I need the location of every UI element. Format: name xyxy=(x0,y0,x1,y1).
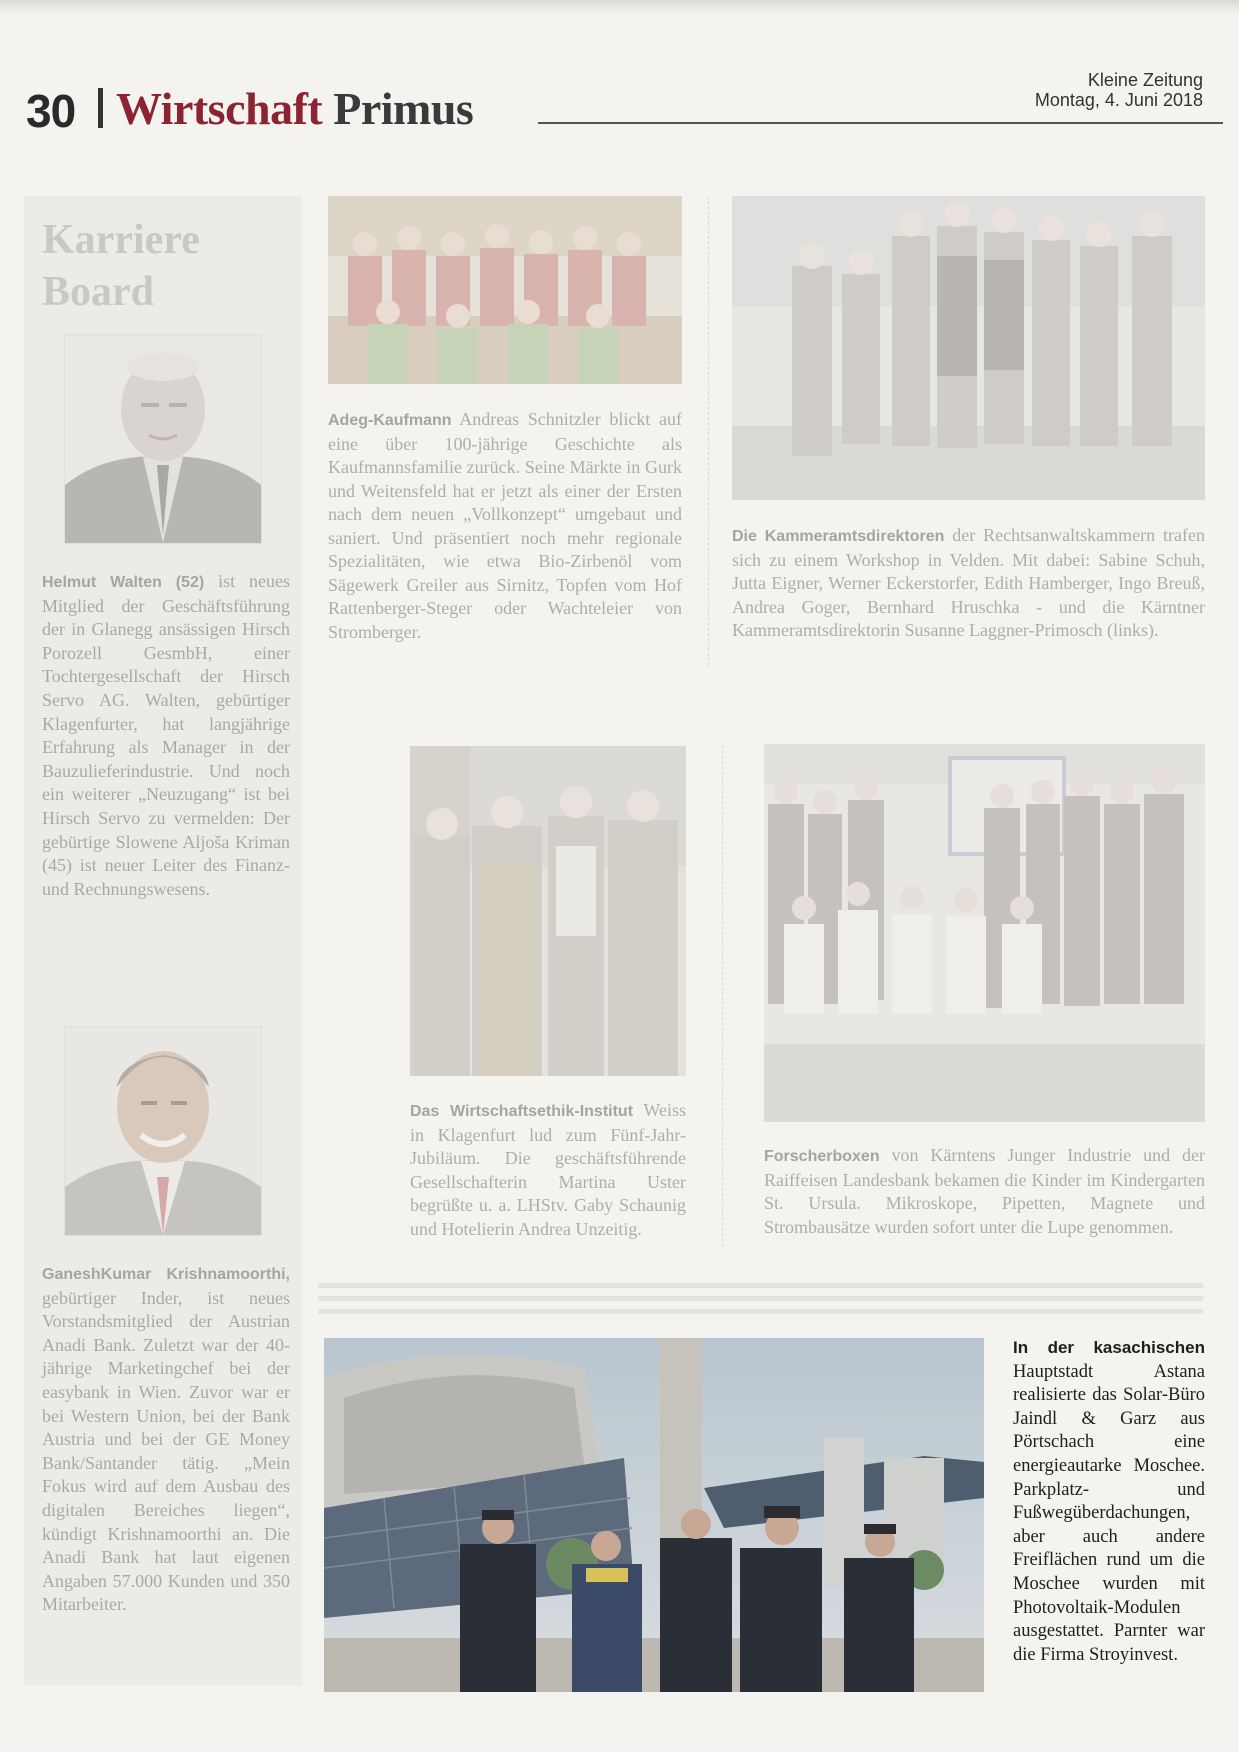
caption-kammer-lead: Die Kammeramtsdirektoren xyxy=(732,528,945,545)
photo-adeg-staff xyxy=(328,196,682,384)
caption-kammer xyxy=(732,524,1205,643)
photo-forscherboxen xyxy=(764,744,1205,1122)
caption-kammer-text: der Rechtsanwaltskammern trafen sich zu einem Workshop in Velden. Mit dabei: Sabine Schuh, Jutta Eigner, Werner Eckerstorfer, Edith Hamberger, Ingo Breuß, Andrea Goger, Bernhard Hruschka - und die Kärntner Kammeramtsdirektorin Susanne Laggner-Primosch (links). xyxy=(732,525,1205,640)
scan-edge xyxy=(0,0,1239,14)
caption-ethik-lead: Das Wirtschaftsethik-Institut xyxy=(410,1103,634,1120)
board-entry-krishnamoorthi xyxy=(42,1262,290,1617)
ethik-group-image xyxy=(410,746,686,1076)
photo-kammeramtsdirektoren xyxy=(732,196,1205,500)
column-separator xyxy=(722,746,723,1246)
karriere-board-title xyxy=(42,214,200,318)
faded-bleed-through xyxy=(318,1283,1203,1331)
section-title-red: Wirtschaft xyxy=(116,83,323,134)
issue-date: Montag, 4. Juni 2018 xyxy=(1034,90,1203,110)
column-separator xyxy=(708,196,709,666)
newspaper-name: Kleine Zeitung xyxy=(1087,70,1203,90)
masthead xyxy=(18,70,1223,144)
board-entry-krishnamoorthi-text: gebürtiger Inder, ist neues Vorstandsmitglied der Austrian Anadi Bank. Zuletzt war der 40-jährige Marketingchef bei der easybank in Wien. Zuvor war er bei Western Union, bei der Bank Austria und bei der GE Money Bank/Santander tätig. „Mein Fokus wird auf dem Ausbau des digitalen Bereiches liegen“, kündigt Krishnamoorthi an. Die Anadi Bank hat laut eigenen Angaben 57.000 Kunden und 350 Mitarbeiter. xyxy=(42,1287,290,1615)
section-title xyxy=(116,82,473,135)
caption-astana-lead: In der kasachischen xyxy=(1013,1338,1205,1357)
caption-adeg-text: Andreas Schnitzler blickt auf eine über 100-jährige Geschichte als Kaufmannsfamilie zurück. Seine Märkte in Gurk und Weitensfeld hat er jetzt als einer der Ersten nach dem neuen „Vollkonzept“ umgebaut und saniert. Und präsentiert noch mehr regionale Spezialitäten, wie etwa Bio-Zirbenöl vom Sägewerk Greiler aus Sirnitz, Topfen vom Hof Rattenberger-Steger oder Wachteleier von Stromberger. xyxy=(328,409,682,642)
board-title-line1: Karriere xyxy=(42,217,200,263)
kammer-group-image xyxy=(732,196,1205,500)
karriere-board xyxy=(24,196,302,1686)
caption-astana xyxy=(1013,1336,1205,1667)
caption-adeg xyxy=(328,408,682,644)
portrait-krishnamoorthi xyxy=(64,1026,262,1236)
board-entry-walten-text: ist neues Mitglied der Geschäftsführung der in Glanegg ansässigen Hirsch Porozell GesmbH, einer Tochtergesellschaft der Hirsch Servo AG. Walten, gebürtiger Klagenfurter, hat langjährige Erfahrung als Manager in der Bauzulieferindustrie. Und noch ein weiterer „Neuzugang“ ist bei Hirsch Servo zu vermelden: Der gebürtige Slowene Aljoša Kriman (45) ist neuer Leiter des Finanz- und Rechnungswesens. xyxy=(42,571,290,899)
board-entry-walten-name: Helmut Walten (52) xyxy=(42,574,205,591)
portrait-photo xyxy=(65,335,261,543)
board-entry-krishnamoorthi-name: GaneshKumar Krishnamoorthi, xyxy=(42,1266,290,1283)
adeg-group-image xyxy=(328,196,682,384)
portrait-helmut-walten xyxy=(64,334,262,544)
caption-adeg-lead: Adeg-Kaufmann xyxy=(328,412,452,429)
photo-wirtschaftsethik xyxy=(410,746,686,1076)
board-title-line2: Board xyxy=(42,269,155,315)
masthead-rule xyxy=(538,122,1223,124)
caption-forscher-lead: Forscherboxen xyxy=(764,1148,880,1165)
portrait-photo xyxy=(65,1027,261,1235)
masthead-divider xyxy=(98,88,103,128)
caption-forscher-text: von Kärntens Junger Industrie und der Raiffeisen Landesbank bekamen die Kinder im Kindergarten St. Ursula. Mikroskope, Pipetten, Magnete und Strombausätze wurden sofort unter die Lupe genommen. xyxy=(764,1145,1205,1237)
board-entry-walten xyxy=(42,570,290,901)
astana-solar-image xyxy=(324,1338,984,1692)
section-title-grey: Primus xyxy=(333,83,474,134)
caption-ethik xyxy=(410,1099,686,1241)
newspaper-info xyxy=(1035,70,1203,110)
caption-ethik-text: Weiss in Klagenfurt lud zum Fünf-Jahr-Jubiläum. Die geschäftsführende Gesellschafterin Martina Uster begrüßte u. a. LHStv. Gaby Schaunig und Hotelierin Andrea Unzeitig. xyxy=(410,1100,686,1239)
caption-forscher xyxy=(764,1144,1205,1239)
forscher-group-image xyxy=(764,744,1205,1122)
photo-astana-solar xyxy=(324,1338,984,1692)
caption-astana-text: Hauptstadt Astana realisierte das Solar-Büro Jaindl & Garz aus Pörtschach eine energieautarke Moschee. Parkplatz- und Fußwegüberdachungen, aber auch andere Freiflächen rund um die Moschee wurden mit Photovoltaik-Modulen ausgestattet. Parnter war die Firma Stroyinvest. xyxy=(1013,1361,1205,1665)
page-number: 30 xyxy=(26,85,76,137)
